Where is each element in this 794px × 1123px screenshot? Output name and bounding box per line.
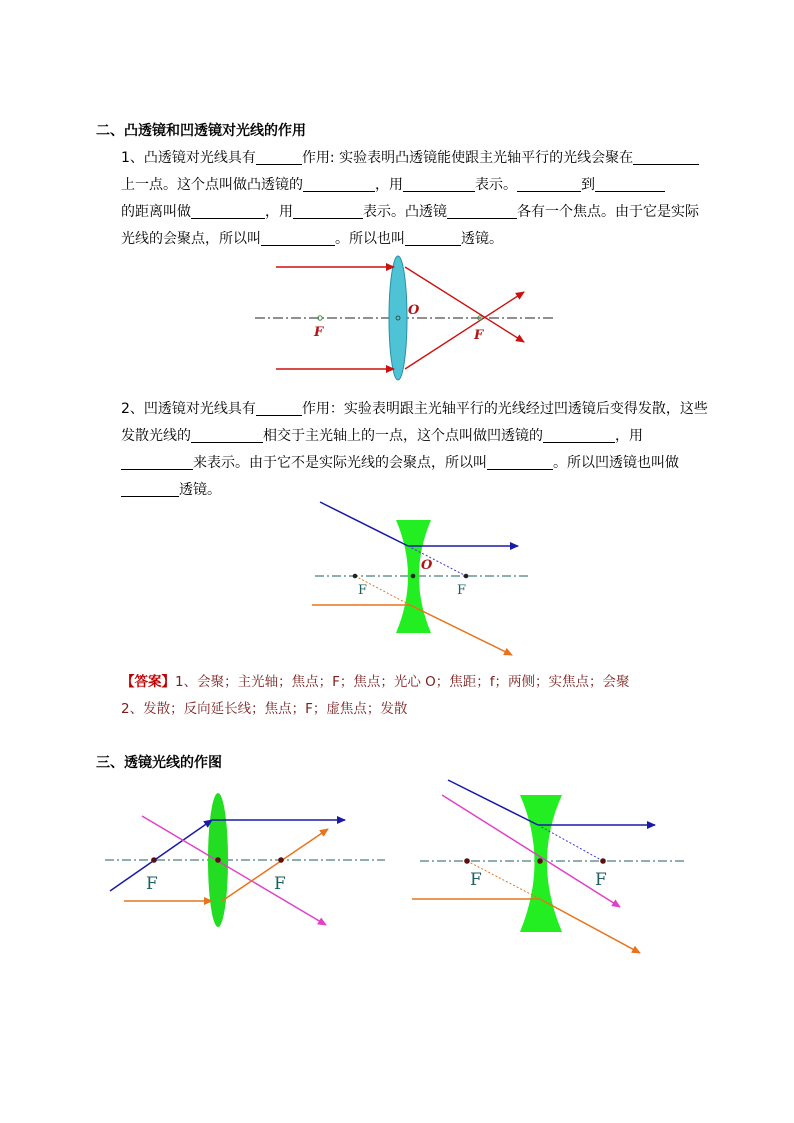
fill-blank[interactable] xyxy=(256,148,302,165)
concave-lens-diagram xyxy=(300,495,530,667)
fill-blank[interactable] xyxy=(191,426,263,443)
label-focus-left: F xyxy=(314,325,324,340)
incident-ray-blue xyxy=(110,820,212,891)
label-optical-center: O xyxy=(408,303,420,318)
text-segment: 。所以凹透镜也叫做 xyxy=(553,455,679,471)
fill-blank[interactable] xyxy=(121,453,193,470)
convex-lens-ray-drawing xyxy=(100,778,390,933)
answer-line-1: 1、会聚；主光轴；焦点；F；焦点；光心 O；焦距；f；两侧；实焦点；会聚 xyxy=(175,674,630,690)
fill-blank[interactable] xyxy=(487,453,553,470)
section-heading-3: 三、透镜光线的作图 xyxy=(96,755,222,771)
text-segment: 。所以也叫 xyxy=(335,231,405,247)
incident-ray-blue xyxy=(320,502,408,546)
text-segment: 表示。凸透镜 xyxy=(363,204,447,220)
label-optical-center: O xyxy=(421,558,433,573)
answer-label: 【答案】 xyxy=(121,674,175,690)
text-segment: 透镜。 xyxy=(461,231,503,247)
fill-blank[interactable] xyxy=(121,480,179,497)
text-segment: 到 xyxy=(581,177,595,193)
answer-line-2: 2、发散；反向延长线；焦点；F；虚焦点；发散 xyxy=(121,701,408,717)
focal-point-right xyxy=(464,574,469,579)
focal-point-right xyxy=(278,857,284,863)
fill-blank[interactable] xyxy=(191,202,265,219)
optical-center xyxy=(215,857,221,863)
label-focus-left: F xyxy=(358,583,368,598)
text-segment: 各有一个焦点。由于它是实际光线的会聚点，所以叫 xyxy=(121,204,699,247)
focal-point-left xyxy=(353,574,358,579)
focal-point-left xyxy=(151,857,157,863)
text-segment: 作用：实验表明跟主光轴平行的光线经过凹透镜后变得发散，这些发散光线的 xyxy=(121,401,708,444)
text-segment: 来表示。由于它不是实际光线的会聚点，所以叫 xyxy=(193,455,487,471)
convex-lens xyxy=(389,256,407,380)
text-segment: 上一点。这个点叫做凸透镜的 xyxy=(121,177,303,193)
text-segment: 2、凹透镜对光线具有 xyxy=(121,401,256,417)
paragraph-concave xyxy=(121,396,711,504)
focal-point-right xyxy=(600,858,606,864)
fill-blank[interactable] xyxy=(293,202,363,219)
fill-blank[interactable] xyxy=(517,175,581,192)
section-heading-2: 二、凸透镜和凹透镜对光线的作用 xyxy=(96,123,306,139)
fill-blank[interactable] xyxy=(595,175,665,192)
focal-point-left xyxy=(464,858,470,864)
text-segment: 相交于主光轴上的一点，这个点叫做凹透镜的 xyxy=(263,428,543,444)
text-segment: 作用: 实验表明凸透镜能使跟主光轴平行的光线会聚在 xyxy=(301,150,634,166)
paragraph-convex xyxy=(121,145,711,253)
optical-center xyxy=(537,858,543,864)
text-segment: 1、凸透镜对光线具有 xyxy=(121,150,256,166)
fill-blank[interactable] xyxy=(633,148,699,165)
answer-block xyxy=(121,669,721,723)
concave-lens-ray-drawing xyxy=(410,775,690,960)
fill-blank[interactable] xyxy=(403,175,475,192)
optical-center xyxy=(411,574,416,579)
label-focus-right: F xyxy=(474,328,484,343)
convex-lens-diagram xyxy=(240,250,570,385)
text-segment: ，用 xyxy=(615,428,643,444)
label-focus-left: F xyxy=(470,870,482,890)
fill-blank[interactable] xyxy=(303,175,375,192)
label-focus-right: F xyxy=(457,583,467,598)
fill-blank[interactable] xyxy=(256,399,302,416)
label-focus-right: F xyxy=(595,870,607,890)
fill-blank[interactable] xyxy=(261,229,335,246)
text-segment: ，用 xyxy=(375,177,403,193)
text-segment: ，用 xyxy=(265,204,293,220)
text-segment: 透镜。 xyxy=(179,482,221,498)
fill-blank[interactable] xyxy=(543,426,615,443)
text-segment: 的距离叫做 xyxy=(121,204,191,220)
label-focus-right: F xyxy=(274,874,286,894)
ray-through-center xyxy=(142,816,326,925)
text-segment: 表示。 xyxy=(475,177,517,193)
fill-blank[interactable] xyxy=(447,202,517,219)
fill-blank[interactable] xyxy=(405,229,461,246)
label-focus-left: F xyxy=(146,874,158,894)
